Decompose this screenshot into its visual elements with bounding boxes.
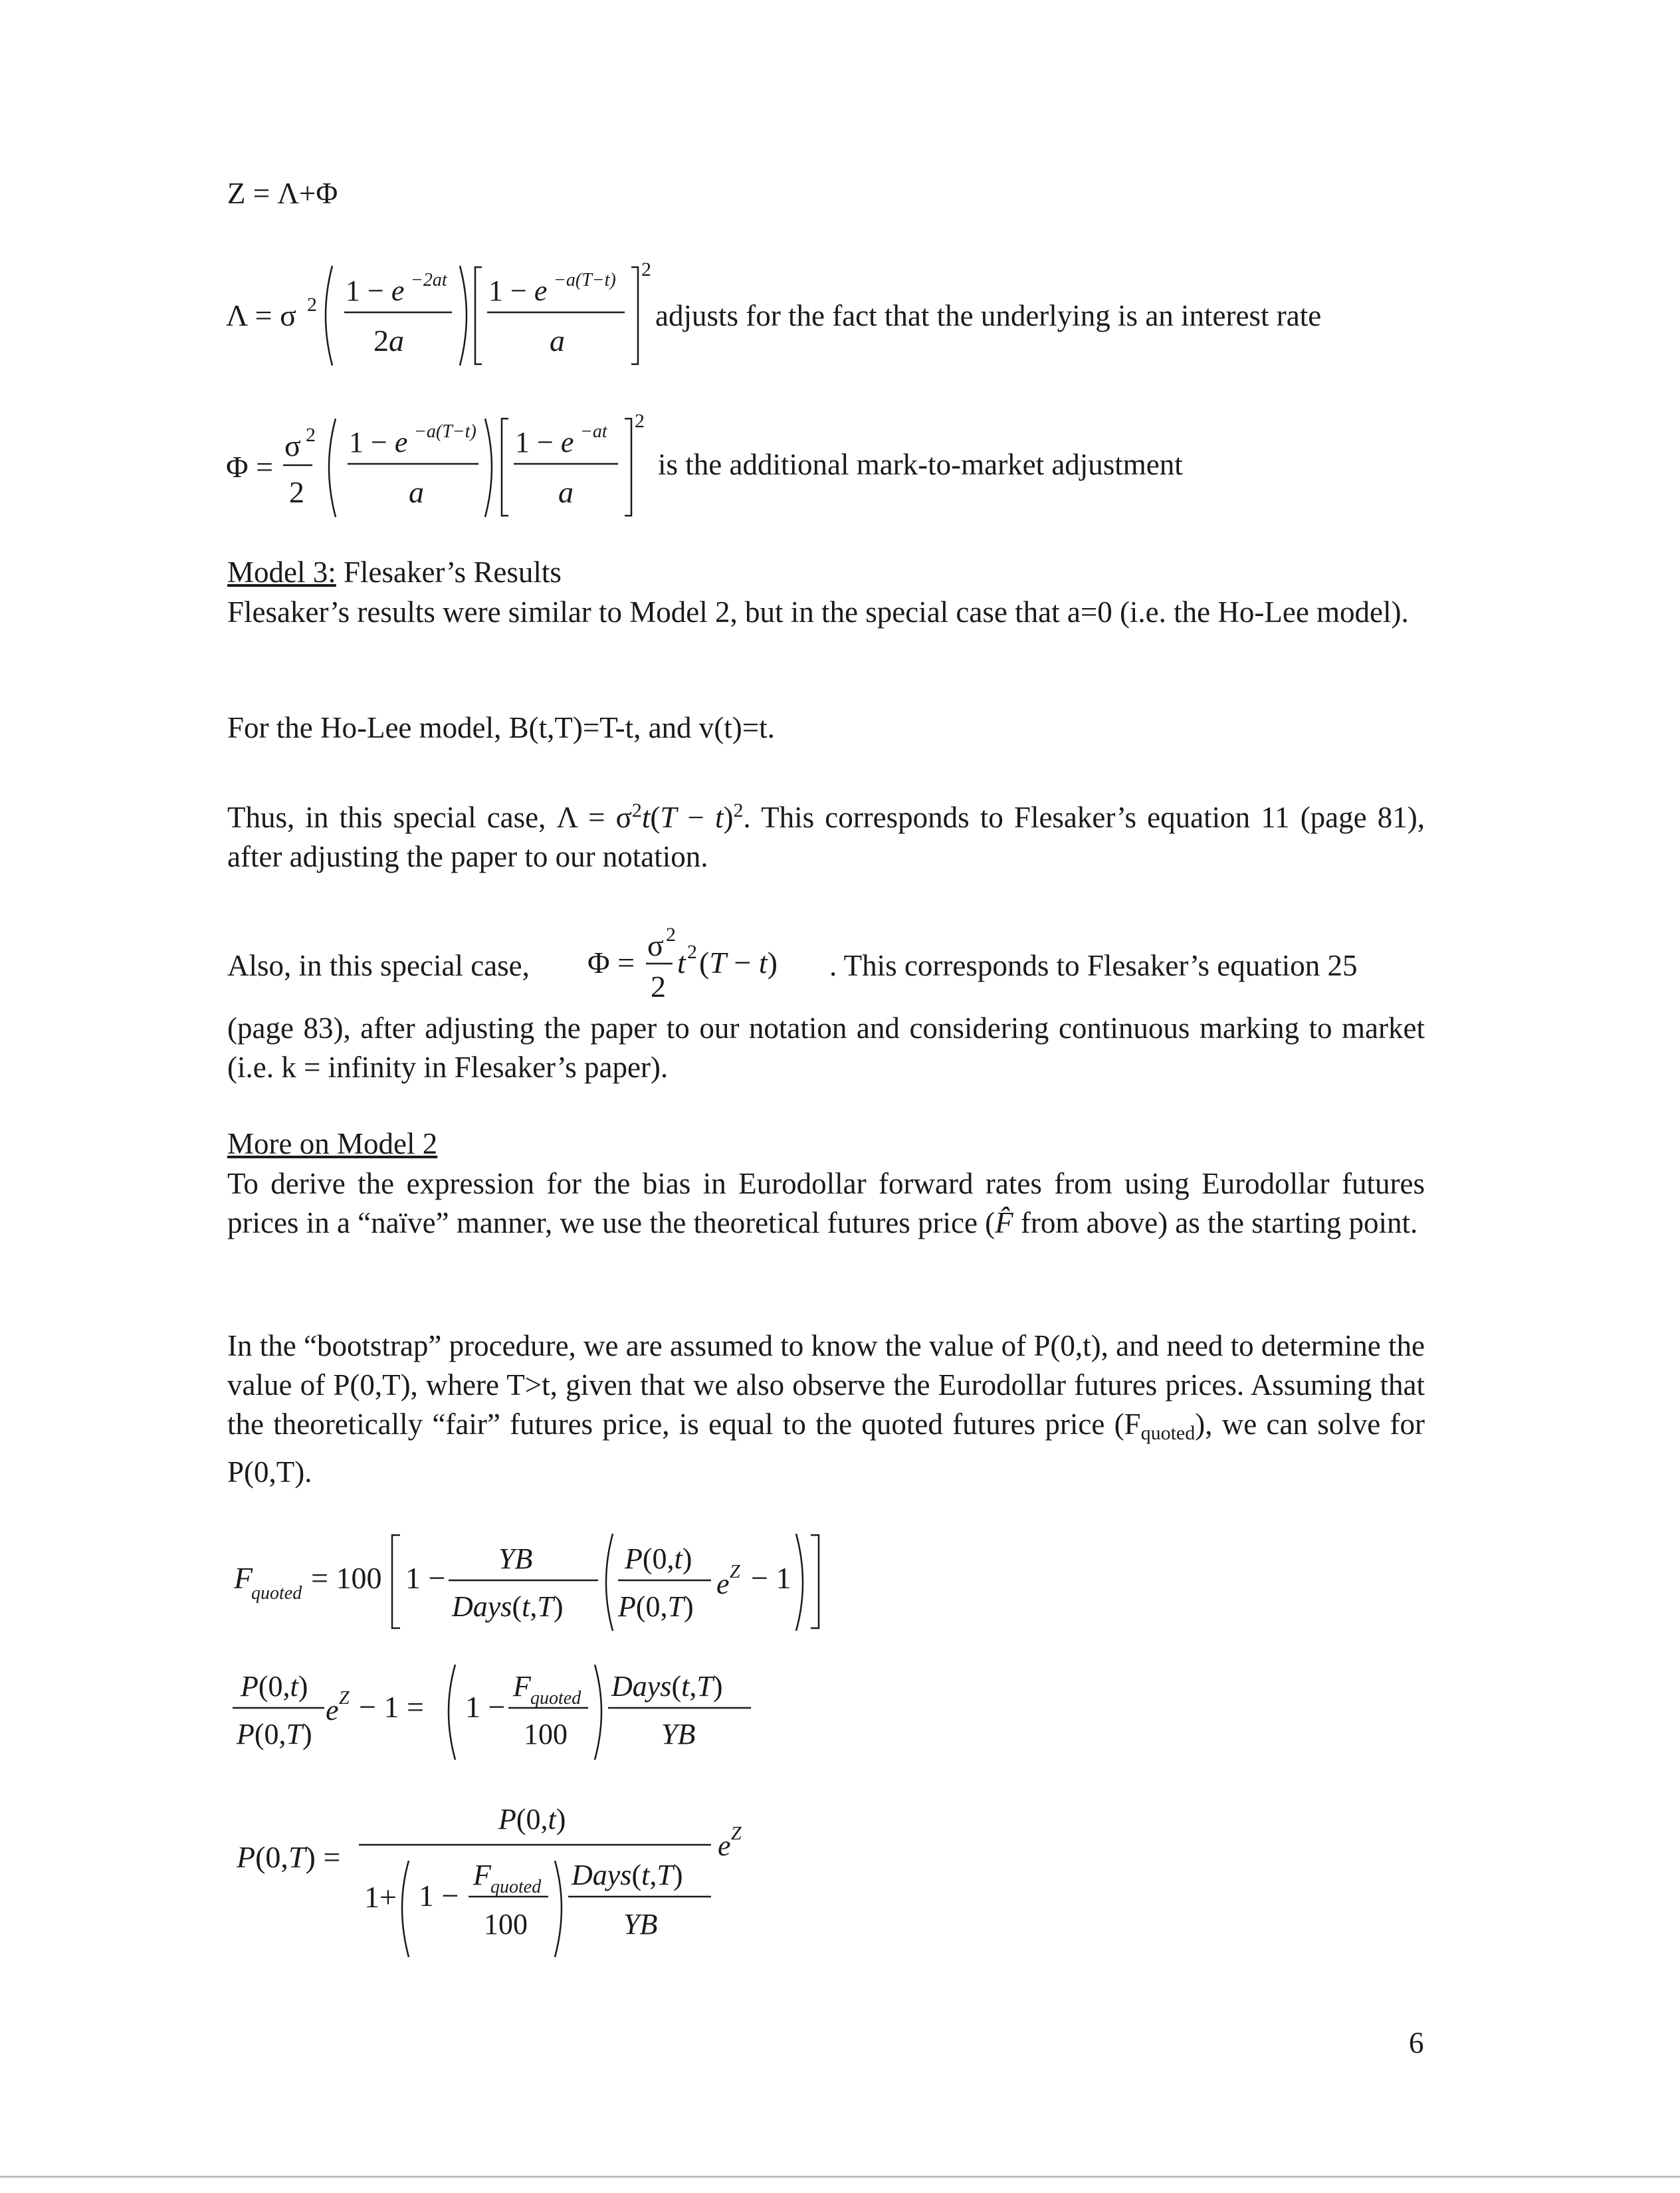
thus-pre: Thus, in this special case, (227, 801, 557, 834)
model3-heading-label: Model 3: (227, 556, 336, 589)
svg-text:P(0,t): P(0,t) (498, 1803, 566, 1835)
svg-text:F: F (234, 1561, 253, 1595)
svg-text:2: 2 (635, 410, 645, 432)
svg-text:Z: Z (731, 1824, 742, 1844)
svg-text:a: a (558, 475, 574, 509)
svg-text:σ: σ (647, 928, 664, 962)
svg-text:e: e (326, 1694, 339, 1726)
also-pre: Also, in this special case, (227, 949, 530, 982)
svg-text:2: 2 (306, 424, 316, 446)
svg-text:P(0,T) =: P(0,T) = (237, 1840, 341, 1874)
thus-inline-equation: $\Lambda = \sigma^2t(T - t)^2$ (556, 799, 744, 834)
model2-paragraph-2 (227, 1326, 1425, 1492)
svg-text:Days(t,T): Days(t,T) (572, 1859, 683, 1891)
svg-text:a: a (550, 324, 565, 358)
equation-phi (226, 404, 665, 524)
svg-text:1 −: 1 − (465, 1690, 506, 1724)
svg-text:quoted: quoted (530, 1688, 581, 1709)
scan-bottom-edge (0, 2176, 1680, 2178)
svg-text:1 − e: 1 − e (515, 426, 574, 459)
model2-p2-post: ), we can solve for P(0,T). (227, 1408, 1425, 1489)
svg-text:P(0,T): P(0,T) (618, 1590, 694, 1623)
equation-f-quoted (226, 1522, 837, 1641)
svg-text:1 −: 1 − (405, 1561, 446, 1595)
svg-text:F: F (473, 1859, 491, 1891)
svg-text:2: 2 (289, 475, 304, 509)
equation-p-0-T (226, 1794, 771, 1967)
svg-text:P(0,t): P(0,t) (625, 1542, 692, 1575)
svg-text:2: 2 (687, 941, 697, 963)
svg-text:YB: YB (623, 1908, 658, 1940)
lambda-description: adjusts for the fact that the underlying is an interest rate (655, 299, 1322, 332)
svg-text:2: 2 (666, 924, 676, 946)
svg-text:1 − e: 1 − e (346, 274, 405, 307)
svg-text:σ: σ (284, 429, 301, 463)
svg-text:1 − e: 1 − e (488, 274, 548, 307)
model2-p2-sub: quoted (1140, 1422, 1196, 1444)
svg-text:2: 2 (641, 259, 651, 280)
svg-text:YB: YB (661, 1718, 696, 1750)
model2-p1-pre: To derive the expression for the bias in Eurodollar forward rates from using Eurodollar futures prices in a “naïve” manner, we use the theoretical futures price ( (227, 1167, 1425, 1239)
also-post: . This corresponds to Flesaker’s equation 25 (829, 949, 1358, 982)
svg-text:−at: −at (580, 421, 607, 442)
svg-text:= 100: = 100 (311, 1561, 382, 1595)
model2-p2-pre: In the “bootstrap” procedure, we are assumed to know the value of P(0,t), and need to determine the value of P(0,T), where T>t, given that we also observe the Eurodollar futures prices. Assuming that the theoretically “fair” futures price, is equal to the quoted futures price (F (227, 1329, 1425, 1441)
svg-text:1 −: 1 − (419, 1879, 459, 1913)
svg-text:2: 2 (651, 970, 666, 1003)
equation-lambda (226, 253, 704, 372)
svg-text:Φ =: Φ = (587, 946, 635, 980)
svg-text:e: e (716, 1568, 730, 1600)
svg-text:1+: 1+ (364, 1880, 397, 1914)
svg-text:F: F (513, 1670, 531, 1703)
svg-text:t: t (677, 946, 686, 980)
svg-text:2a: 2a (373, 324, 404, 358)
equation-z: Z = Λ+Φ (227, 177, 338, 210)
svg-text:a: a (409, 475, 424, 509)
thus-post: . This corresponds to Flesaker’s equation 11 (page 81), after adjusting the paper to our notation. (227, 801, 1425, 873)
svg-text:Days(t,T): Days(t,T) (452, 1590, 564, 1623)
svg-text:− 1: − 1 (751, 1561, 791, 1595)
model2-paragraph-1 (227, 1164, 1425, 1243)
svg-text:Z: Z (339, 1688, 350, 1709)
f-hat-symbol: F̂ (995, 1206, 1013, 1239)
equation-p-ratio (226, 1655, 771, 1768)
svg-text:1 − e: 1 − e (349, 426, 408, 459)
svg-text:2: 2 (307, 294, 317, 316)
svg-text:P(0,t): P(0,t) (241, 1670, 308, 1703)
model3-paragraph: Flesaker’s results were similar to Model 2, but in the special case that a=0 (i.e. the Ho-Lee model). (227, 595, 1409, 629)
also-inline-equation (587, 921, 827, 1007)
phi-description: is the additional mark-to-market adjustment (658, 448, 1183, 481)
svg-text:YB: YB (498, 1542, 533, 1575)
holee-sentence: For the Ho-Lee model, B(t,T)=T-t, and v(t)=t. (227, 711, 775, 744)
svg-text:− 1 =: − 1 = (359, 1690, 424, 1724)
svg-text:−a(T−t): −a(T−t) (554, 270, 616, 290)
model3-heading (227, 553, 562, 592)
page-number: 6 (1409, 2026, 1424, 2059)
svg-text:quoted: quoted (251, 1583, 302, 1604)
svg-text:quoted: quoted (490, 1877, 542, 1897)
svg-text:Days(t,T): Days(t,T) (611, 1670, 723, 1703)
model3-heading-rest: Flesaker’s Results (336, 556, 562, 589)
svg-text:P(0,T): P(0,T) (237, 1718, 312, 1750)
svg-text:−a(T−t): −a(T−t) (414, 421, 476, 442)
svg-text:Φ =: Φ = (226, 450, 274, 484)
svg-text:−2at: −2at (411, 270, 447, 290)
svg-text:Z: Z (730, 1562, 740, 1582)
svg-text:100: 100 (524, 1718, 568, 1750)
also-continuation: (page 83), after adjusting the paper to our notation and considering continuous marking to market (i.e. k = infinity in Flesaker’s paper). (227, 1011, 1425, 1084)
thus-paragraph (227, 791, 1425, 877)
svg-text:Λ = σ: Λ = σ (226, 298, 296, 332)
model2-p1-post: from above) as the starting point. (1013, 1206, 1418, 1239)
svg-text:(T − t): (T − t) (699, 946, 778, 980)
svg-text:e: e (718, 1829, 731, 1862)
model2-heading: More on Model 2 (227, 1127, 438, 1160)
svg-text:100: 100 (484, 1908, 528, 1940)
